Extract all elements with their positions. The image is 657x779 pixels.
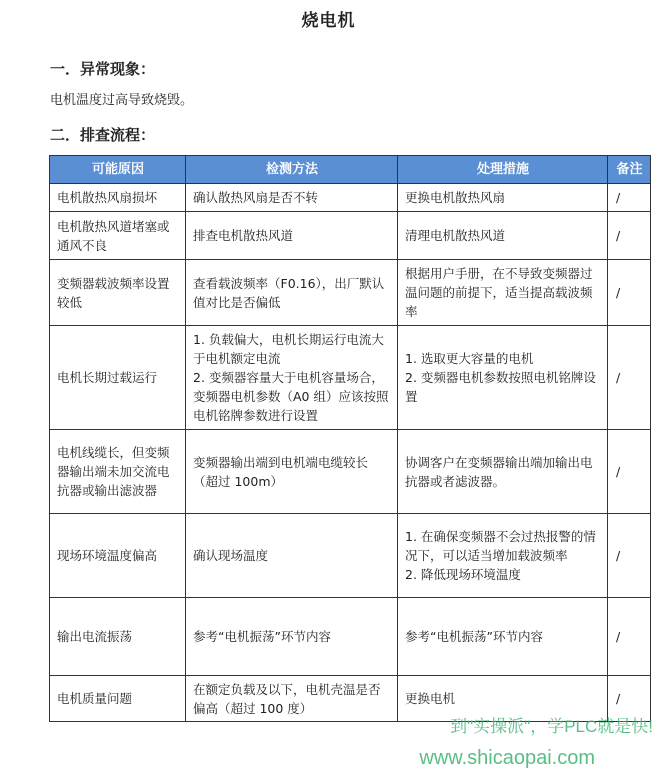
- header-cause: 可能原因: [50, 156, 186, 184]
- cell-method: 在额定负载及以下，电机壳温是否偏高（超过 100 度）: [186, 676, 398, 722]
- cell-note: /: [608, 676, 651, 722]
- table-row: [50, 514, 651, 598]
- cell-cause: 电机散热风道堵塞或通风不良: [50, 212, 186, 260]
- troubleshooting-table: [49, 155, 651, 722]
- cell-method: 查看载波频率（F0.16），出厂默认值对比是否偏低: [186, 260, 398, 326]
- cell-method: 变频器输出端到电机端电缆较长（超过 100m）: [186, 430, 398, 514]
- cell-note: /: [608, 212, 651, 260]
- cell-note: /: [608, 598, 651, 676]
- cell-note: /: [608, 514, 651, 598]
- cell-method: 参考“电机振荡”环节内容: [186, 598, 398, 676]
- cell-method: 确认散热风扇是否不转: [186, 184, 398, 212]
- page-title: 烧电机: [301, 11, 356, 31]
- cell-cause: 输出电流振荡: [50, 598, 186, 676]
- table-row: [50, 598, 651, 676]
- cell-method: 确认现场温度: [186, 514, 398, 598]
- cell-method: 排查电机散热风道: [186, 212, 398, 260]
- cell-cause: 电机线缆长，但变频器输出端未加交流电抗器或输出滤波器: [50, 430, 186, 514]
- cell-action: 协调客户在变频器输出端加输出电抗器或者滤波器。: [398, 430, 608, 514]
- cell-note: /: [608, 326, 651, 430]
- cell-cause: 电机长期过载运行: [50, 326, 186, 430]
- watermark-slogan: 到"实操派"，学PLC就是快!: [450, 717, 653, 736]
- section-heading-symptom: 一．异常现象：: [50, 60, 156, 78]
- cell-action: 1. 选取更大容量的电机 2. 变频器电机参数按照电机铭牌设置: [398, 326, 608, 430]
- cell-action: 1. 在确保变频器不会过热报警的情况下，可以适当增加载波频率 2. 降低现场环境温度: [398, 514, 608, 598]
- cell-action: 清理电机散热风道: [398, 212, 608, 260]
- header-method: 检测方法: [186, 156, 398, 184]
- cell-action: 参考“电机振荡”环节内容: [398, 598, 608, 676]
- cell-action: 更换电机: [398, 676, 608, 722]
- table-row: [50, 184, 651, 212]
- table-row: [50, 430, 651, 514]
- cell-action: 根据用户手册，在不导致变频器过温问题的前提下，适当提高载波频率: [398, 260, 608, 326]
- cell-note: /: [608, 260, 651, 326]
- cell-method: 1. 负载偏大，电机长期运行电流大于电机额定电流 2. 变频器容量大于电机容量场合，变频器电机参数（A0 组）应该按照电机铭牌参数进行设置: [186, 326, 398, 430]
- cell-cause: 变频器载波频率设置较低: [50, 260, 186, 326]
- section-heading-procedure: 二．排查流程：: [50, 126, 156, 144]
- cell-cause: 电机散热风扇损坏: [50, 184, 186, 212]
- table-row: [50, 212, 651, 260]
- symptom-description: 电机温度过高导致烧毁。: [50, 93, 194, 108]
- cell-action: 更换电机散热风扇: [398, 184, 608, 212]
- table-row: [50, 260, 651, 326]
- cell-cause: 现场环境温度偏高: [50, 514, 186, 598]
- cell-note: /: [608, 184, 651, 212]
- header-action: 处理措施: [398, 156, 608, 184]
- header-note: 备注: [608, 156, 651, 184]
- cell-cause: 电机质量问题: [50, 676, 186, 722]
- watermark-url: www.shicaopai.com: [419, 747, 595, 769]
- cell-note: /: [608, 430, 651, 514]
- table-row: [50, 326, 651, 430]
- table-header-row: [50, 156, 651, 184]
